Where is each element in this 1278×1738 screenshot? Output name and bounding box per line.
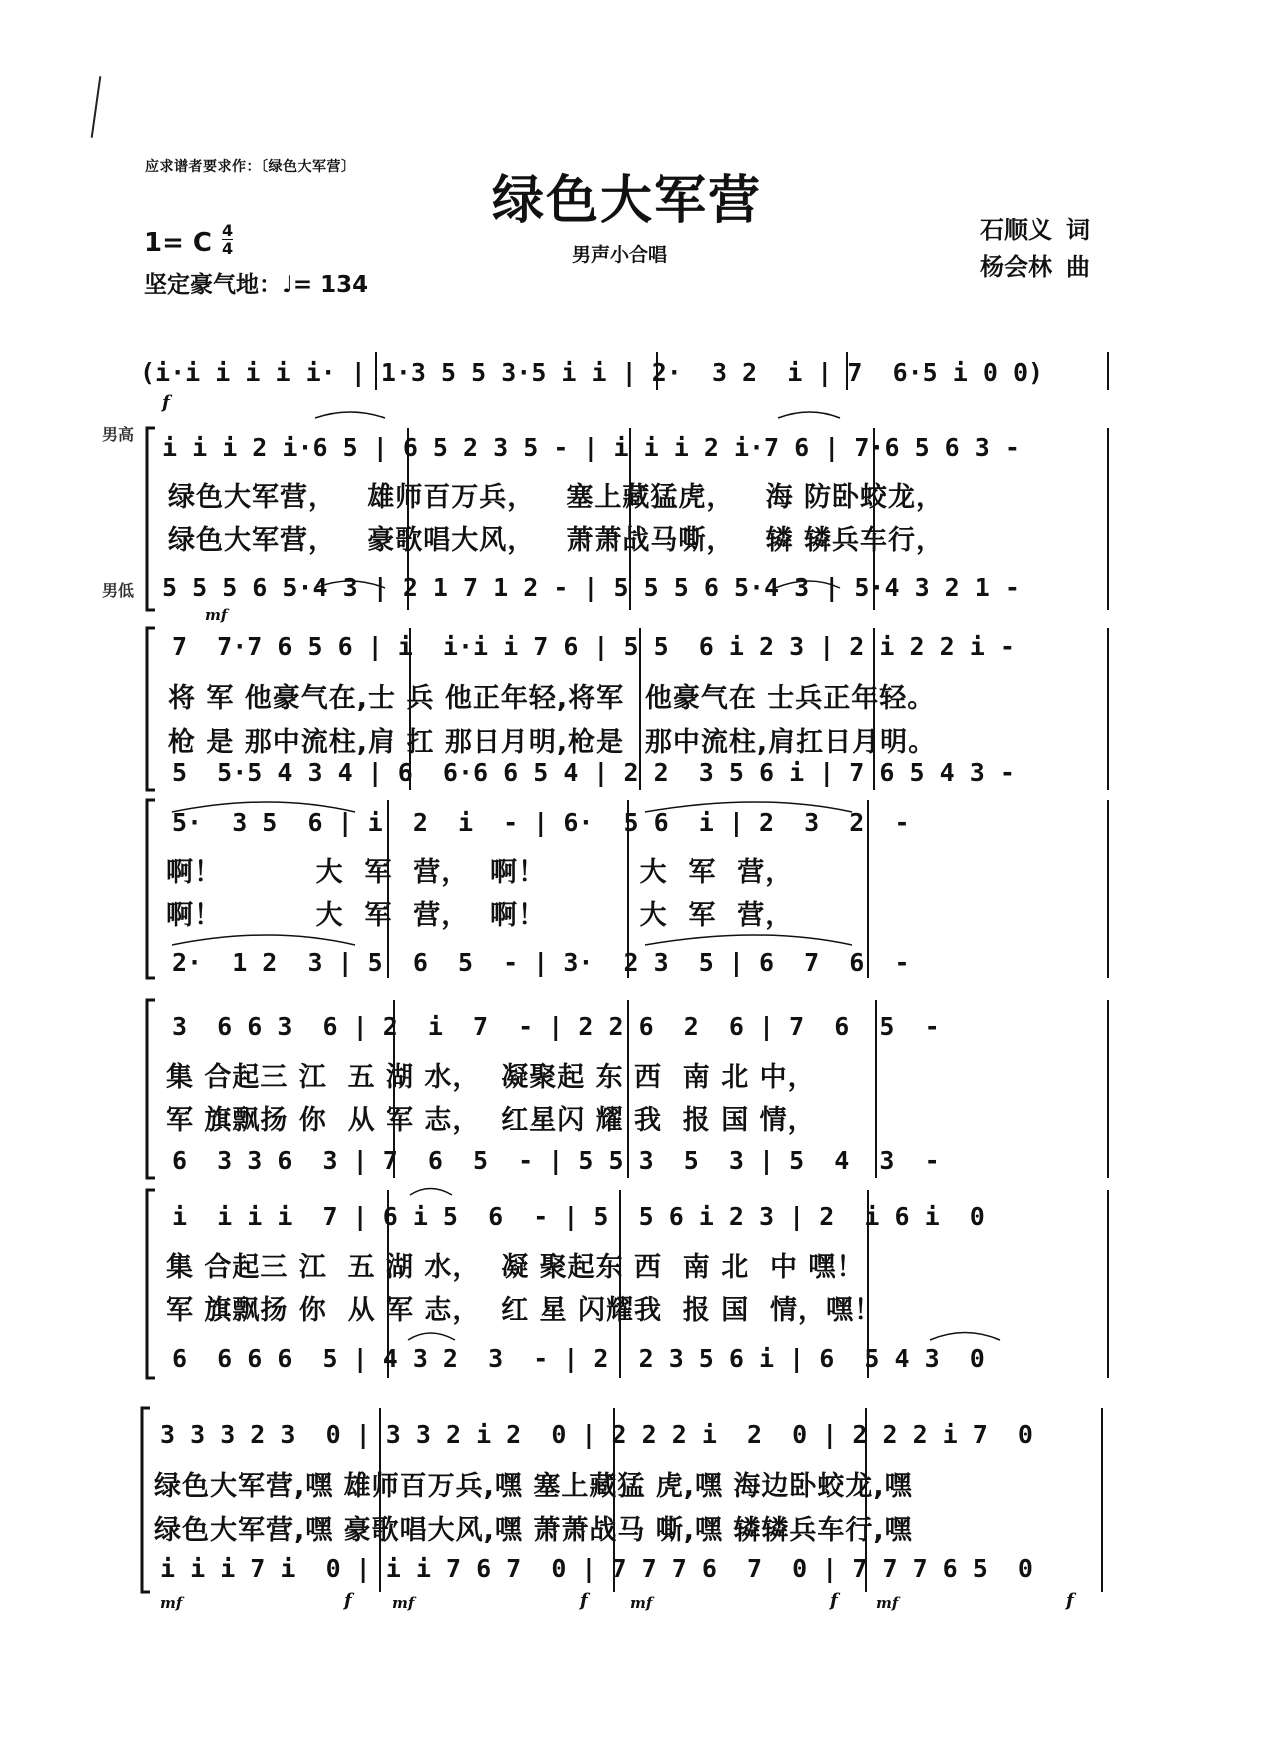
dynamic-mf-s6-4: mf — [876, 1594, 899, 1612]
system-3-low: 2· 1 2 3 | 5 6 5 - | 3· 2 3 5 | 6 7 6 - — [172, 948, 910, 977]
system-4-low: 6 3 3 6 3 | 7 6 5 - | 5 5 3 5 3 | 5 4 3 - — [172, 1146, 940, 1175]
key-signature: 1= C — [144, 228, 213, 258]
system-5-lyric-1: 集 合起三 江 五 湖 水， 凝 聚起东 西 南 北 中 嘿！ — [166, 1252, 865, 1283]
dynamic-f-intro: f — [162, 392, 170, 413]
part-label-low: 男低 — [102, 581, 135, 600]
part-label-high: 男高 — [102, 425, 135, 444]
system-4-lyric-2: 军 旗飘扬 你 从 军 志， 红星闪 耀 我 报 国 情， — [166, 1105, 816, 1136]
system-1-lyric-1: 绿色大军营， 雄师百万兵， 塞上藏猛虎， 海 防卧蛟龙， — [168, 482, 944, 513]
system-5-lyric-2: 军 旗飘扬 你 从 军 志， 红 星 闪耀我 报 国 情，嘿！ — [166, 1295, 882, 1326]
system-4-high: 3 6 6 3 6 | 2 i 7 - | 2 2 6 2 6 | 7 6 5 - — [172, 1012, 940, 1041]
system-1-high: i i i 2 i·6 5 | 6 5 2 3 5 - | i i i 2 i·7 6 | 7·6 5 6 3 - — [162, 433, 1020, 462]
dynamic-f-s6-1: f — [344, 1590, 352, 1611]
system-1-lyric-2: 绿色大军营， 豪歌唱大风， 萧萧战马嘶， 辚 辚兵车行， — [168, 525, 944, 556]
composer-name: 杨会林 — [980, 253, 1052, 281]
system-5-high: i i i i 7 | 6 i 5 6 - | 5 5 6 i 2 3 | 2 i 6 i 0 — [172, 1202, 985, 1231]
dynamic-mf-s1: mf — [205, 606, 228, 624]
time-signature-bottom: 4 — [222, 239, 234, 258]
composer-role: 曲 — [1066, 253, 1090, 281]
system-6-lyric-1: 绿色大军营,嘿 雄师百万兵,嘿 塞上藏猛 虎,嘿 海边卧蛟龙,嘿 — [154, 1471, 913, 1502]
dynamic-f-s6-4: f — [1066, 1590, 1074, 1611]
system-2-high: 7 7·7 6 5 6 | i i·i i 7 6 | 5 5 6 i 2 3 | 2 i 2 2 i - — [172, 632, 1015, 661]
dynamic-mf-s6-3: mf — [630, 1594, 653, 1612]
system-6-low: i i i 7 i 0 | i i 7 6 7 0 | 7 7 7 6 7 0 | 7 7 7 6 5 0 — [160, 1554, 1033, 1583]
system-5-low: 6 6 6 6 5 | 4 3 2 3 - | 2 2 3 5 6 i | 6 5 4 3 0 — [172, 1344, 985, 1373]
song-subtitle: 男声小合唱 — [572, 244, 668, 266]
system-3-lyric-2: 啊！ 大 军 营， 啊！ 大 军 营， — [166, 900, 794, 931]
song-title: 绿色大军营 — [492, 171, 763, 231]
dynamic-f-s6-3: f — [830, 1590, 838, 1611]
time-signature-top: 4 — [222, 221, 234, 240]
system-3-lyric-1: 啊！ 大 军 营， 啊！ 大 军 营， — [166, 857, 794, 888]
request-note: 应求谱者要求作：〔绿色大军营〕 — [145, 159, 356, 175]
system-3-high: 5· 3 5 6 | i 2 i - | 6· 5 6 i | 2 3 2 - — [172, 808, 910, 837]
lyricist-role: 词 — [1066, 216, 1090, 244]
system-4-lyric-1: 集 合起三 江 五 湖 水， 凝聚起 东 西 南 北 中， — [166, 1062, 816, 1093]
dynamic-mf-s6-2: mf — [392, 1594, 415, 1612]
tempo-marking: 坚定豪气地：♩= 134 — [144, 272, 369, 298]
system-2-lyric-2: 枪 是 那中流柱,肩 扛 那日月明,枪是 那中流柱,肩扛日月明。 — [168, 727, 937, 758]
intro-line: (i·i i i i i· | 1·3 5 5 3·5 i i | 2· 3 2 i | 7 6·5 i 0 0) — [140, 358, 1044, 387]
system-1-low: 5 5 5 6 5·4 3 | 2 1 7 1 2 - | 5 5 5 6 5·4 3 | 5·4 3 2 1 - — [162, 573, 1020, 602]
lyricist-name: 石顺义 — [980, 216, 1052, 244]
dynamic-mf-s6-1: mf — [160, 1594, 183, 1612]
system-2-low: 5 5·5 4 3 4 | 6 6·6 6 5 4 | 2 2 3 5 6 i | 7 6 5 4 3 - — [172, 758, 1015, 787]
system-6-lyric-2: 绿色大军营,嘿 豪歌唱大风,嘿 萧萧战马 嘶,嘿 辚辚兵车行,嘿 — [154, 1515, 913, 1546]
system-6-high: 3 3 3 2 3 0 | 3 3 2 i 2 0 | 2 2 2 i 2 0 | 2 2 2 i 7 0 — [160, 1420, 1033, 1449]
system-2-lyric-1: 将 军 他豪气在,士 兵 他正年轻,将军 他豪气在 士兵正年轻。 — [168, 683, 936, 714]
dynamic-f-s6-2: f — [580, 1590, 588, 1611]
